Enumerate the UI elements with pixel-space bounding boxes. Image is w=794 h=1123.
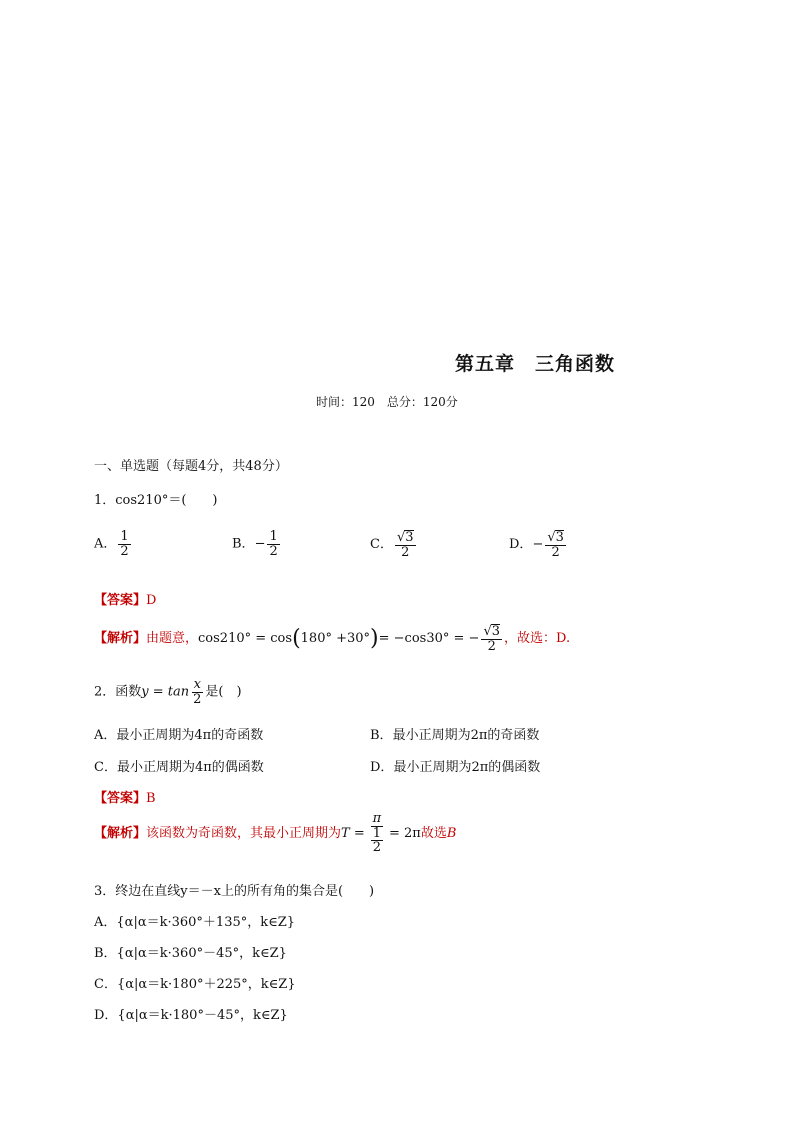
q2-option-d-letter: D． — [370, 760, 394, 775]
q2-option-c-letter: C． — [94, 760, 117, 775]
q2-stem-expr: y = tan — [141, 684, 190, 700]
q2-analysis-num: π — [372, 811, 382, 826]
page-title: 第五章 三角函数 — [455, 353, 616, 375]
q1-option-a-letter: A． — [94, 536, 117, 552]
q1-analysis-frac: $\frac{√3}{2}$ — [483, 624, 501, 654]
q2-option-b — [370, 724, 539, 743]
q2-option-b-text: 最小正周期为2π的奇函数 — [392, 728, 540, 743]
q1-analysis-expr1: cos210° = cos — [198, 631, 293, 647]
q2-option-d-text: 最小正周期为2π的偶函数 — [393, 760, 541, 775]
q1-option-c-num: 3 — [405, 530, 414, 545]
q1-option-b — [232, 530, 282, 558]
q1-analysis-num: 3 — [491, 624, 501, 639]
q2-option-a — [94, 724, 263, 743]
q1-option-b-num: 1 — [269, 529, 278, 544]
q2-analysis-prefix: 该函数为奇函数，其最小正周期为 — [146, 825, 342, 841]
q2-analysis-eq: = 2π — [389, 825, 421, 841]
q1-option-b-frac — [267, 530, 279, 558]
q1-option-b-den: 2 — [269, 543, 278, 559]
q2-analysis-frac — [367, 812, 387, 855]
q1-stem: 1．cos210°＝( ) — [94, 493, 218, 508]
q2-stem — [94, 678, 242, 706]
q3-option-b: B．{α|α＝k·360°－45°，k∈Z} — [94, 946, 287, 961]
q2-stem-den: 2 — [193, 691, 202, 707]
q2-option-c-text: 最小正周期为4π的偶函数 — [116, 760, 264, 775]
q1-option-a-num: 1 — [120, 529, 129, 544]
q2-stem-suffix: 是( ) — [205, 684, 242, 700]
q2-answer — [94, 787, 156, 806]
q1-analysis-suffix: ，故选：D. — [504, 631, 571, 647]
q1-option-c-letter: C． — [370, 537, 393, 553]
q2-answer-value: B — [146, 791, 156, 806]
q2-analysis-choice: B — [446, 825, 457, 841]
q2-analysis-t: T = — [341, 825, 365, 841]
page-subtitle: 时间：120 总分：120分 — [316, 395, 458, 409]
q1-analysis-label: 【解析】 — [94, 631, 147, 647]
q1-analysis-inner: 180° +30° — [300, 631, 371, 647]
q1-option-c — [370, 530, 418, 559]
q1-option-a-den: 2 — [120, 543, 129, 559]
q1-option-c-frac: $\frac{√3}{2}$ — [396, 530, 414, 560]
q2-option-a-text: 最小正周期为4π的奇函数 — [116, 728, 264, 743]
q1-option-a — [94, 530, 133, 558]
q2-stem-num: x — [193, 677, 201, 692]
q3-option-a: A．{α|α＝k·360°＋135°，k∈Z} — [94, 915, 296, 930]
q1-option-c-den: 2 — [401, 544, 410, 560]
q2-answer-label: 【答案】 — [94, 791, 147, 806]
q1-answer — [94, 589, 156, 608]
q2-option-c — [94, 756, 264, 775]
q1-option-a-frac — [118, 530, 130, 558]
q2-analysis-suffix: 故选 — [420, 825, 447, 841]
q1-answer-label: 【答案】 — [94, 593, 147, 608]
q1-option-d-sign: − — [532, 537, 544, 553]
q2-option-b-letter: B． — [370, 728, 393, 743]
q2-analysis-den-num: 1 — [372, 825, 382, 841]
q1-option-d-den: 2 — [551, 544, 560, 560]
q1-analysis-prefix: 由题意， — [146, 631, 199, 647]
q2-stem-frac — [191, 678, 203, 706]
q1-option-d — [509, 530, 568, 559]
q3-option-d: D．{α|α＝k·180°－45°，k∈Z} — [94, 1008, 288, 1023]
q1-option-b-letter: B． — [232, 536, 255, 552]
q1-analysis: 【解析】由题意，cos210° = cos(180° +30°)= −cos30° = − $\frac{√3}{2}$ ，故选：D. — [94, 624, 571, 654]
q1-answer-value: D — [146, 593, 157, 608]
q2-option-a-letter: A． — [94, 728, 117, 743]
section-heading: 一、单选题（每题4分，共48分） — [94, 459, 288, 474]
q2-analysis — [94, 812, 456, 855]
q2-analysis-label: 【解析】 — [94, 825, 147, 841]
q1-analysis-expr2: = −cos30° = − — [378, 631, 480, 647]
q1-option-b-sign: − — [254, 536, 266, 552]
q1-option-d-letter: D． — [509, 537, 533, 553]
q2-analysis-den-frac — [371, 827, 383, 855]
q3-option-c: C．{α|α＝k·180°＋225°，k∈Z} — [94, 977, 296, 992]
q2-stem-prefix: 2．函数 — [94, 684, 142, 700]
q3-stem: 3．终边在直线y＝－x上的所有角的集合是( ) — [94, 884, 375, 899]
q2-analysis-den-den: 2 — [372, 840, 382, 856]
q1-option-d-num: 3 — [555, 530, 564, 545]
q1-option-d-frac: $\frac{√3}{2}$ — [547, 530, 564, 560]
q1-analysis-den: 2 — [487, 638, 496, 654]
q2-option-d — [370, 756, 540, 775]
